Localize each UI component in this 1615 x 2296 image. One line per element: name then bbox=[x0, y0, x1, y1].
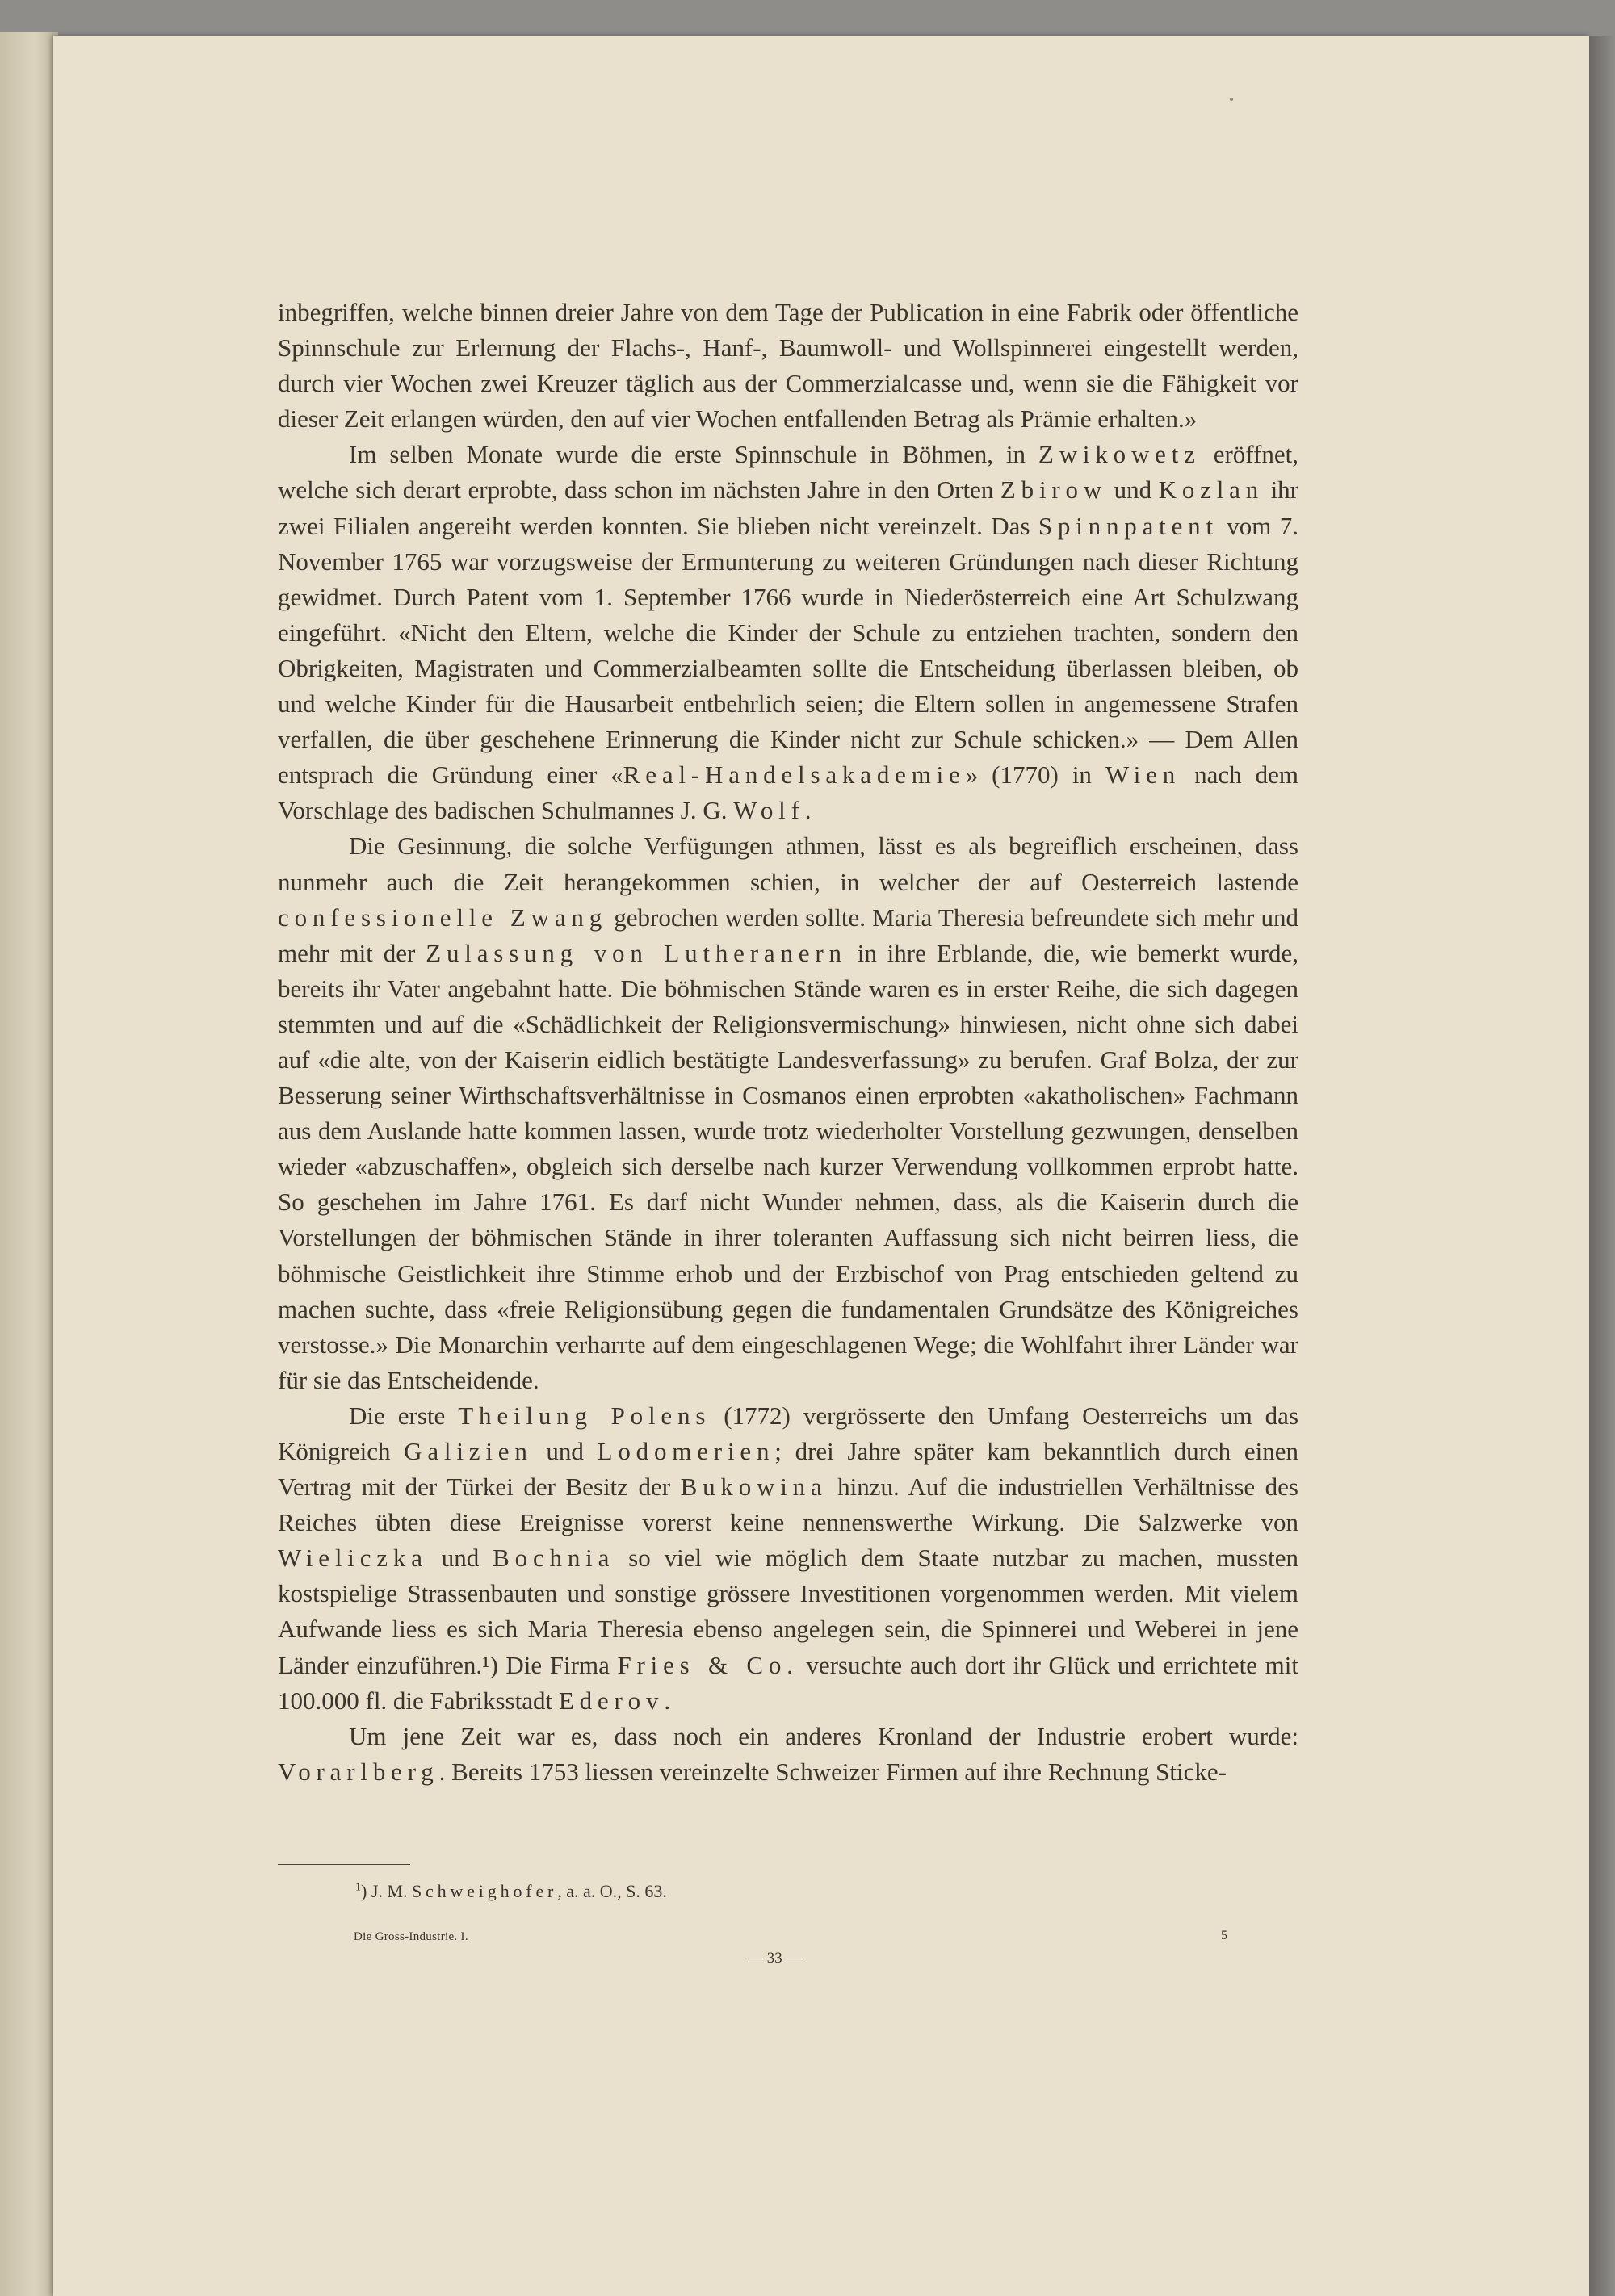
text-run: Die Gesinnung, die solche Verfügungen athmen, lässt es als begreiflich erscheinen, dass nunmehr auch die Zeit herangekommen schien, in welcher der auf Oesterreich lastende bbox=[278, 832, 1298, 896]
spaced-emphasis: confessionelle Zwang bbox=[278, 903, 608, 932]
text-run: und bbox=[1107, 476, 1159, 505]
spaced-emphasis: Zwikowetz bbox=[1038, 440, 1201, 469]
paragraph bbox=[278, 295, 1298, 437]
footnote-rest: , a. a. O., S. 63. bbox=[557, 1881, 667, 1901]
text-run: Im selben Monate wurde die erste Spinnschule in Böhmen, in bbox=[349, 440, 1038, 469]
body-text bbox=[278, 295, 1298, 1790]
signature-number: 5 bbox=[1221, 1929, 1227, 1942]
previous-page-edge bbox=[0, 32, 58, 2296]
spaced-emphasis: Fries & Co. bbox=[617, 1650, 799, 1679]
paper-speck bbox=[1230, 98, 1233, 101]
paragraph bbox=[278, 1398, 1298, 1719]
page-number: — 33 — bbox=[748, 1950, 802, 1967]
text-run: Um jene Zeit war es, dass noch ein anderes Kronland der Industrie erobert wurde: bbox=[349, 1721, 1298, 1750]
spaced-emphasis: Bochnia bbox=[493, 1544, 615, 1573]
paragraph bbox=[278, 828, 1298, 1398]
spaced-emphasis: Wieliczka bbox=[278, 1544, 428, 1573]
text-run: » (1770) in bbox=[965, 760, 1105, 790]
spaced-emphasis: Wolf bbox=[733, 796, 805, 825]
page-edge-shadow bbox=[1589, 36, 1615, 2296]
spaced-emphasis: Ederov bbox=[558, 1686, 665, 1715]
spaced-emphasis: Kozlan bbox=[1158, 476, 1265, 505]
footnote-author: Schweighofer bbox=[411, 1881, 558, 1901]
text-run: inbegriffen, welche binnen dreier Jahre von dem Tage der Publication in eine Fabrik oder öffentliche Spinnschule zur Erlernung der Flachs-, Hanf-, Baumwoll- und Wollspinnerei eingestellt werden, durch vier Wochen zwei Kreuzer täglich aus der Commerzialcasse und, wenn sie die Fähigkeit vor dieser Zeit erlangen würden, den auf vier Wochen entfallenden Betrag als Prämie erhalten.» bbox=[278, 298, 1298, 434]
text-run: gebrochen werden sollte. Maria Theresia befreundete sich mehr und mehr mit der bbox=[278, 903, 1298, 967]
spaced-emphasis: Lodomerien bbox=[597, 1437, 775, 1465]
text-run: so viel wie möglich dem Staate nutzbar zu machen, mussten kostspielige Strassenbauten und sonstige grössere Investitionen vorgenommen werden. Mit vielem Aufwande liess es sich Maria Theresia ebenso angelegen sein, die Spinnerei und Weberei in jene Länder einzuführen.¹) Die Firma bbox=[278, 1544, 1298, 1679]
text-run: eröffnet, welche sich derart erprobte, dass schon im nächsten Jahre in den Orten bbox=[278, 440, 1298, 505]
text-run: in ihre Erblande, die, wie bemerkt wurde, bereits ihr Vater angebahnt hatte. Die böhmischen Stände waren es in erster Reihe, die sich dagegen stemmten und auf die «Schädlichkeit der Religionsvermischung» hinwiesen, nicht ohne sich dabei auf «die alte, von der Kaiserin eidlich bestätigte Landesverfassung» zu berufen. Graf Bolza, der zur Besserung seiner Wirthschaftsverhältnisse in Cosmanos einen erprobten «akatholischen» Fachmann aus dem Auslande hatte kommen lassen, wurde trotz wiederholter Vorstellung gezwungen, denselben wieder «abzuschaffen», obgleich sich derselbe nach kurzer Verwendung vollkommen erprobt hatte. So geschehen im Jahre 1761. Es darf nicht Wunder nehmen, dass, als die Kaiserin durch die Vorstellungen der böhmischen Stände in ihrer toleranten Auffassung sich nicht beirren liess, die böhmische Geistlichkeit ihre Stimme erhob und der Erzbischof von Prag entschieden geltend zu machen suchte, dass «freie Religionsübung gegen die fundamentalen Grundsätze des Königreiches verstosse.» Die Monarchin verharrte auf dem eingeschlagenen Wege; die Wohlfahrt ihrer Länder war für sie das Entscheidende. bbox=[278, 938, 1298, 1394]
spaced-emphasis: Galizien bbox=[404, 1437, 533, 1465]
spaced-emphasis: Real-Handelsakademie bbox=[623, 760, 966, 790]
footnote-prefix: ) J. M. bbox=[361, 1881, 412, 1901]
text-run: versuchte auch dort ihr Glück und errichtete mit 100.000 fl. die Fabriksstadt bbox=[278, 1650, 1298, 1715]
printer-signature: Die Gross-Industrie. I. bbox=[354, 1930, 468, 1943]
spaced-emphasis: Zulassung von Lutheranern bbox=[426, 938, 847, 967]
text-run: und bbox=[427, 1544, 493, 1573]
text-run: ; drei Jahre später kam bekanntlich durch einen Vertrag mit der Türkei der Besitz der bbox=[278, 1437, 1298, 1502]
text-run: hinzu. Auf die industriellen Verhältnisse des Reiches übten diese Ereignisse vorerst keine nennenswerthe Wirkung. Die Salzwerke von bbox=[278, 1473, 1298, 1537]
text-run: . bbox=[804, 796, 812, 825]
text-run: Die erste bbox=[349, 1401, 459, 1430]
spaced-emphasis: Vorarlberg bbox=[278, 1757, 439, 1786]
text-run: nach dem Vorschlage des badischen Schulmannes J. G. bbox=[278, 760, 1298, 825]
text-run: . bbox=[664, 1686, 671, 1715]
text-run: ihr zwei Filialen angereiht werden konnten. Sie blieben nicht vereinzelt. Das bbox=[278, 476, 1299, 540]
spaced-emphasis: Theilung Polens bbox=[458, 1401, 711, 1430]
spaced-emphasis: Wien bbox=[1105, 760, 1181, 790]
spaced-emphasis: Zbirow bbox=[1000, 476, 1108, 505]
footnote-rule bbox=[278, 1864, 410, 1865]
footnote-marker: 1 bbox=[355, 1881, 361, 1894]
text-run: vom 7. November 1765 war vorzugsweise der Ermunterung zu weiteren Gründungen nach dieser Richtung gewidmet. Durch Patent vom 1. September 1766 wurde in Niederösterreich eine Art Schulzwang eingeführt. «Nicht den Eltern, welche die Kinder der Schule zu entziehen trachten, sondern den Obrigkeiten, Magistraten und Commerzialbeamten sollte die Entscheidung überlassen bleiben, ob und welche Kinder für die Hausarbeit entbehrlich seien; die Eltern sollen in angemessene Strafen verfallen, die über geschehene Erinnerung die Kinder nicht zur Schule schicken.» — Dem Allen entsprach die Gründung einer « bbox=[278, 511, 1298, 790]
paragraph bbox=[278, 1719, 1298, 1790]
spaced-emphasis: Bukowina bbox=[680, 1473, 828, 1502]
paragraph bbox=[278, 437, 1298, 828]
footnote bbox=[355, 1881, 1082, 1902]
text-run: . Bereits 1753 liessen vereinzelte Schweizer Firmen auf ihre Rechnung Sticke- bbox=[438, 1757, 1227, 1786]
text-run: und bbox=[532, 1437, 598, 1465]
text-run: (1772) vergrösserte den Umfang Oesterreichs um das Königreich bbox=[278, 1401, 1299, 1465]
spaced-emphasis: Spinnpatent bbox=[1038, 511, 1219, 540]
